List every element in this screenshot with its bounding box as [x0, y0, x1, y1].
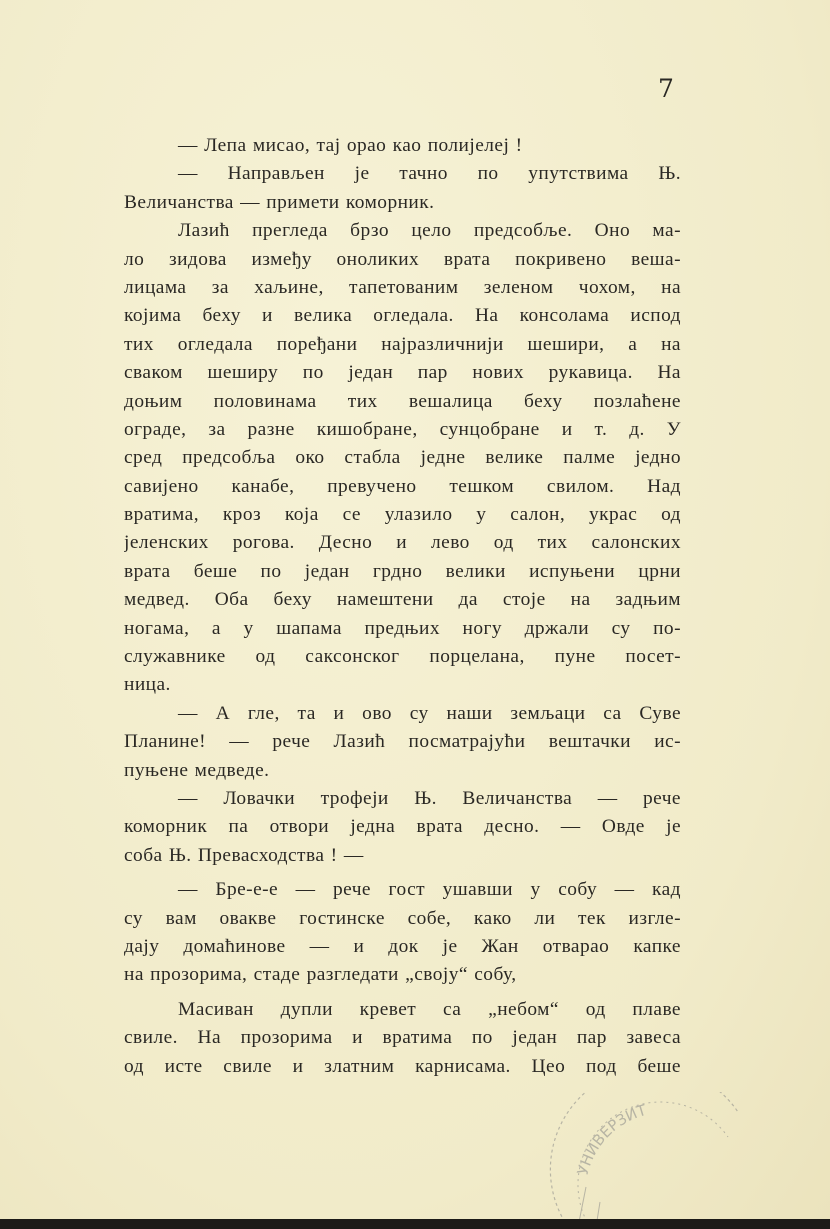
text-line: Величанства — примети коморник.	[124, 191, 435, 213]
text-line: коморник па отвори једна врата десно. — Овде је	[124, 816, 681, 838]
text-line: медвед. Оба беху намештени да стоје на задњим	[124, 589, 681, 611]
text-line: свиле. На прозорима и вратима по један пар завеса	[124, 1027, 681, 1049]
text-line: — Лепа мисао, тај орао као полијелеј !	[178, 135, 523, 156]
text-line: јеленских рогова. Десно и лево од тих салонских	[124, 532, 681, 554]
text-line: на прозорима, стаде разгледати „своју“ собу,	[124, 964, 517, 986]
text-line: Планине! — рече Лазић посматрајући вештачки ис-	[124, 731, 681, 753]
text-line: — Бре-е-е — рече гост ушавши у собу — кад	[178, 879, 681, 901]
body-text	[124, 132, 681, 1081]
text-line: ограде, за разне кишобране, сунцобране и т. д. У	[124, 418, 681, 440]
text-line: сред предсобља око стабла једне велике палме једно	[124, 447, 681, 469]
text-line: су вам овакве гостинске собе, како ли тек изгле-	[124, 907, 681, 929]
text-line: сваком шеширу по један пар нових рукавица. На	[124, 362, 681, 384]
library-stamp	[548, 1092, 748, 1219]
scan-edge	[0, 1219, 830, 1229]
text-line: ло зидова између оноликих врата покривено веша-	[124, 248, 681, 270]
text-line: Масиван дупли кревет са „небом“ од плаве	[178, 998, 681, 1020]
text-line: пуњене медведе.	[124, 759, 270, 781]
page-number: 7	[658, 74, 674, 103]
stamp-text: УНИВЕРЗИТ	[573, 1100, 649, 1177]
text-line: — А гле, та и ово су наши земљаци са Суве	[178, 702, 681, 724]
stamp-inner-ring	[578, 1102, 728, 1219]
text-line: доњим половинама тих вешалица беху позлаћене	[124, 390, 681, 412]
text-line: ногама, а у шапама предњих ногу држали су по-	[124, 617, 681, 639]
text-line: којима беху и велика огледала. На консолама испод	[124, 305, 681, 327]
text-line: ница.	[124, 674, 171, 696]
text-line: — Направљен је тачно по упутствима Њ.	[178, 163, 681, 185]
text-line: савијено канабе, превучено тешком свилом. Над	[124, 475, 681, 497]
text-line: дају домаћинове — и док је Жан отварао капке	[124, 935, 681, 957]
text-line: од исте свиле и златним карнисама. Цео под беше	[124, 1055, 681, 1077]
text-line: врата беше по један грдно велики испуњени црни	[124, 560, 681, 582]
text-line: соба Њ. Превасходства ! —	[124, 844, 364, 866]
text-line: служавнике од саксонског порцелана, пуне посет-	[124, 646, 681, 668]
text-line: Лазић прегледа брзо цело предсобље. Оно ма-	[178, 220, 681, 242]
text-line: — Ловачки трофеји Њ. Величанства — рече	[178, 787, 681, 809]
text-line: тих огледала поређани најразличнији шешири, а на	[124, 333, 681, 355]
text-line: вратима, кроз која се улазило у салон, украс од	[124, 504, 681, 526]
text-line: лицама за хаљине, тапетованим зеленом чохом, на	[124, 276, 681, 298]
